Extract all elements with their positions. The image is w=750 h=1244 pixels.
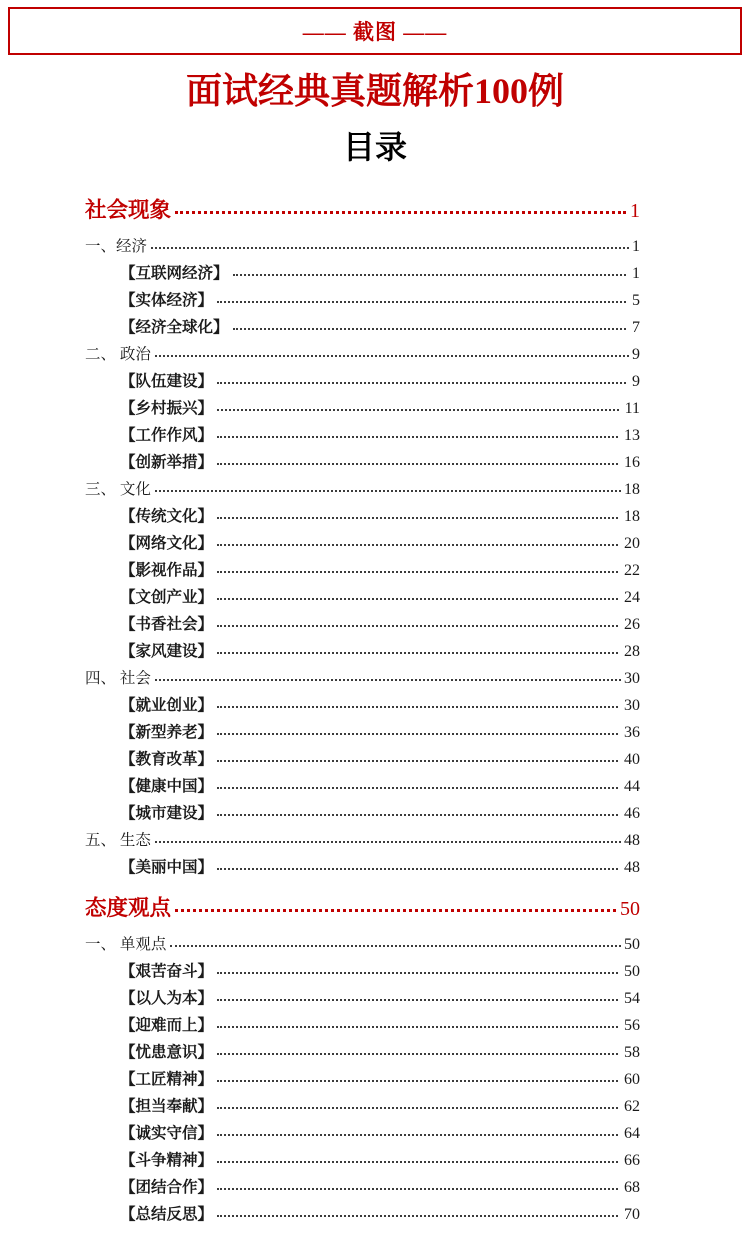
toc-entry-page: 9 bbox=[632, 373, 640, 390]
toc-entry-label: 【工作作风】 bbox=[120, 427, 214, 444]
toc-entry-page: 1 bbox=[632, 265, 640, 282]
toc-entry[interactable] bbox=[85, 585, 640, 612]
screenshot-banner bbox=[8, 7, 742, 55]
toc-entry-label: 【乡村振兴】 bbox=[120, 400, 214, 417]
toc-entry[interactable] bbox=[85, 288, 640, 315]
toc-entry-page: 48 bbox=[624, 859, 640, 876]
toc-entry-page: 70 bbox=[624, 1206, 640, 1223]
toc-entry-page: 66 bbox=[624, 1152, 640, 1169]
toc-entry-page: 24 bbox=[624, 589, 640, 606]
dot-leader bbox=[233, 328, 626, 330]
toc-entry[interactable] bbox=[85, 1040, 640, 1067]
toc-entry-page: 9 bbox=[632, 346, 640, 363]
toc-entry-label: 二、 政治 bbox=[85, 346, 151, 363]
toc-entry-page: 50 bbox=[624, 936, 640, 953]
toc-entry[interactable] bbox=[85, 1013, 640, 1040]
toc-entry-page: 5 bbox=[632, 292, 640, 309]
dot-leader bbox=[217, 868, 618, 870]
toc-entry-page: 11 bbox=[624, 400, 640, 417]
toc-entry-page: 44 bbox=[624, 778, 640, 795]
toc-entry[interactable] bbox=[85, 558, 640, 585]
dot-leader bbox=[233, 274, 626, 276]
toc-entry-label: 【以人为本】 bbox=[120, 990, 214, 1007]
toc-entry[interactable] bbox=[85, 423, 640, 450]
toc-entry-label: 【工匠精神】 bbox=[120, 1071, 214, 1088]
toc-entry[interactable] bbox=[85, 959, 640, 986]
dot-leader bbox=[217, 1107, 618, 1109]
toc-entry-page: 40 bbox=[624, 751, 640, 768]
dot-leader bbox=[217, 544, 618, 546]
toc-entry[interactable] bbox=[85, 774, 640, 801]
dot-leader bbox=[217, 1134, 618, 1136]
toc-entry-label: 【队伍建设】 bbox=[120, 373, 214, 390]
toc-entry-label: 【诚实守信】 bbox=[120, 1125, 214, 1142]
dot-leader bbox=[155, 355, 629, 357]
document-title: 面试经典真题解析100例 bbox=[185, 71, 564, 111]
toc-entry-page: 46 bbox=[624, 805, 640, 822]
toc-entry-label: 【担当奉献】 bbox=[120, 1098, 214, 1115]
toc-entry-label: 【创新举措】 bbox=[120, 454, 214, 471]
toc-entry-page: 54 bbox=[624, 990, 640, 1007]
toc-entry-label: 社会现象 bbox=[85, 198, 172, 222]
dot-leader bbox=[217, 436, 618, 438]
toc-entry-label: 【健康中国】 bbox=[120, 778, 214, 795]
toc-entry-label: 三、 文化 bbox=[85, 481, 151, 498]
toc-entry-page: 18 bbox=[624, 508, 640, 525]
dot-leader bbox=[217, 571, 618, 573]
toc-entry[interactable] bbox=[85, 932, 640, 959]
dot-leader bbox=[217, 814, 618, 816]
toc-entry-label: 【新型养老】 bbox=[120, 724, 214, 741]
dot-leader bbox=[217, 517, 618, 519]
toc-entry-label: 【网络文化】 bbox=[120, 535, 214, 552]
toc-entry-label: 四、 社会 bbox=[85, 670, 151, 687]
dot-leader bbox=[217, 1080, 618, 1082]
toc-entry-page: 58 bbox=[624, 1044, 640, 1061]
dot-leader bbox=[217, 1161, 618, 1163]
dot-leader bbox=[217, 409, 619, 411]
toc-entry[interactable] bbox=[85, 531, 640, 558]
toc-entry[interactable] bbox=[85, 1175, 640, 1202]
toc-entry-page: 16 bbox=[624, 454, 640, 471]
dot-leader bbox=[155, 490, 621, 492]
toc-list bbox=[85, 193, 640, 1229]
toc-entry-page: 36 bbox=[624, 724, 640, 741]
dot-leader bbox=[217, 760, 618, 762]
toc-entry[interactable] bbox=[85, 747, 640, 774]
toc-heading: 目录 bbox=[342, 129, 407, 165]
dot-leader bbox=[217, 706, 618, 708]
dot-leader bbox=[217, 999, 618, 1001]
dot-leader bbox=[170, 945, 621, 947]
toc-entry-page: 1 bbox=[632, 238, 640, 255]
dot-leader bbox=[217, 463, 618, 465]
toc-entry[interactable] bbox=[85, 369, 640, 396]
toc-entry[interactable] bbox=[85, 612, 640, 639]
dot-leader bbox=[217, 1053, 618, 1055]
toc-entry-label: 【就业创业】 bbox=[120, 697, 214, 714]
toc-entry-label: 【团结合作】 bbox=[120, 1179, 214, 1196]
dot-leader bbox=[217, 1188, 618, 1190]
toc-entry-page: 62 bbox=[624, 1098, 640, 1115]
toc-entry-label: 【教育改革】 bbox=[120, 751, 214, 768]
toc-entry-label: 一、 单观点 bbox=[85, 936, 167, 953]
dot-leader bbox=[217, 301, 626, 303]
dot-leader bbox=[217, 787, 618, 789]
toc-entry[interactable] bbox=[85, 828, 640, 855]
toc-entry-label: 【艰苦奋斗】 bbox=[120, 963, 214, 980]
toc-entry-label: 【传统文化】 bbox=[120, 508, 214, 525]
toc-entry[interactable] bbox=[85, 396, 640, 423]
toc-entry-page: 13 bbox=[624, 427, 640, 444]
toc-entry[interactable] bbox=[85, 855, 640, 882]
toc-entry-label: 【迎难而上】 bbox=[120, 1017, 214, 1034]
toc-entry-page: 56 bbox=[624, 1017, 640, 1034]
toc-entry-label: 【影视作品】 bbox=[120, 562, 214, 579]
toc-entry-page: 26 bbox=[624, 616, 640, 633]
toc-entry-page: 30 bbox=[624, 697, 640, 714]
toc-entry[interactable] bbox=[85, 639, 640, 666]
toc-entry[interactable] bbox=[85, 342, 640, 369]
dot-leader bbox=[217, 1215, 618, 1217]
toc-entry[interactable] bbox=[85, 720, 640, 747]
toc-entry-label: 【美丽中国】 bbox=[120, 859, 214, 876]
dot-leader bbox=[217, 382, 626, 384]
document-page bbox=[0, 7, 750, 1244]
toc-entry-label: 【家风建设】 bbox=[120, 643, 214, 660]
dot-leader bbox=[217, 972, 618, 974]
dot-leader bbox=[217, 733, 618, 735]
dot-leader bbox=[217, 598, 618, 600]
toc-entry-label: 五、 生态 bbox=[85, 832, 151, 849]
toc-entry[interactable] bbox=[85, 1094, 640, 1121]
toc-entry[interactable] bbox=[85, 891, 640, 921]
toc-entry[interactable] bbox=[85, 986, 640, 1013]
toc-entry-page: 30 bbox=[624, 670, 640, 687]
toc-entry-label: 态度观点 bbox=[85, 896, 172, 920]
dot-leader bbox=[155, 679, 621, 681]
toc-entry[interactable] bbox=[85, 1121, 640, 1148]
toc-entry-label: 【城市建设】 bbox=[120, 805, 214, 822]
toc-entry[interactable] bbox=[85, 1202, 640, 1229]
toc-entry[interactable] bbox=[85, 315, 640, 342]
toc-entry[interactable] bbox=[85, 261, 640, 288]
toc-entry-label: 【斗争精神】 bbox=[120, 1152, 214, 1169]
toc-entry[interactable] bbox=[85, 1067, 640, 1094]
toc-entry-page: 50 bbox=[620, 898, 640, 920]
dot-leader bbox=[175, 211, 626, 214]
banner-label: —— 截图 —— bbox=[302, 20, 448, 44]
toc-entry-page: 48 bbox=[624, 832, 640, 849]
dot-leader bbox=[151, 247, 629, 249]
toc-entry[interactable] bbox=[85, 504, 640, 531]
toc-entry[interactable] bbox=[85, 1148, 640, 1175]
toc-entry[interactable] bbox=[85, 450, 640, 477]
toc-entry-label: 【忧患意识】 bbox=[120, 1044, 214, 1061]
toc-entry-page: 22 bbox=[624, 562, 640, 579]
toc-entry-label: 【文创产业】 bbox=[120, 589, 214, 606]
toc-entry[interactable] bbox=[85, 477, 640, 504]
toc-entry[interactable] bbox=[85, 801, 640, 828]
toc-entry-page: 68 bbox=[624, 1179, 640, 1196]
dot-leader bbox=[175, 909, 616, 912]
toc-entry-page: 64 bbox=[624, 1125, 640, 1142]
dot-leader bbox=[217, 625, 618, 627]
dot-leader bbox=[217, 1026, 618, 1028]
toc-entry[interactable] bbox=[85, 234, 640, 261]
toc-entry-label: 【互联网经济】 bbox=[120, 265, 229, 282]
toc-entry-page: 7 bbox=[632, 319, 640, 336]
toc-entry-page: 28 bbox=[624, 643, 640, 660]
toc-entry-label: 一、经济 bbox=[85, 238, 148, 255]
toc-entry[interactable] bbox=[85, 193, 640, 223]
toc-entry-page: 60 bbox=[624, 1071, 640, 1088]
toc-entry-label: 【经济全球化】 bbox=[120, 319, 229, 336]
dot-leader bbox=[217, 652, 618, 654]
toc-entry-label: 【书香社会】 bbox=[120, 616, 214, 633]
dot-leader bbox=[155, 841, 621, 843]
toc-entry-label: 【总结反思】 bbox=[120, 1206, 214, 1223]
toc-entry-page: 20 bbox=[624, 535, 640, 552]
toc-entry[interactable] bbox=[85, 666, 640, 693]
toc-entry-page: 18 bbox=[624, 481, 640, 498]
toc-entry[interactable] bbox=[85, 693, 640, 720]
toc-entry-page: 1 bbox=[630, 200, 640, 222]
toc-entry-page: 50 bbox=[624, 963, 640, 980]
toc-entry-label: 【实体经济】 bbox=[120, 292, 214, 309]
